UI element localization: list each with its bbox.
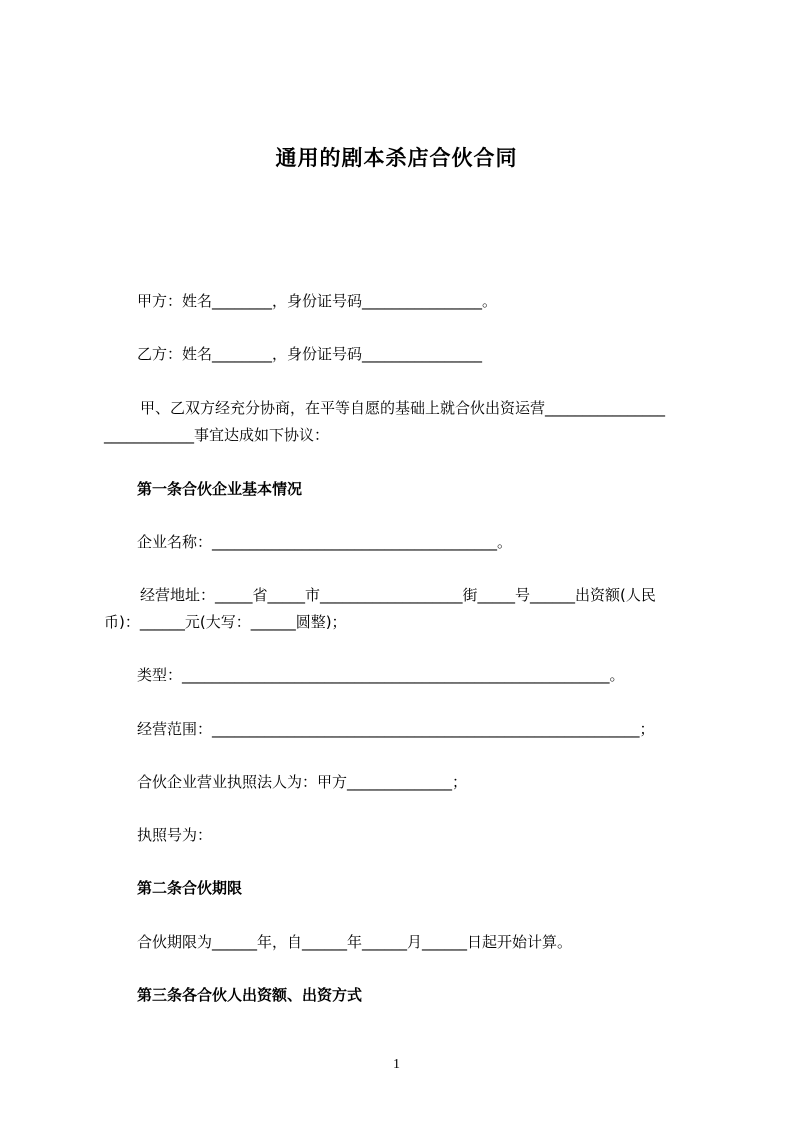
- intro-line-2: ____________事宜达成如下协议：: [104, 426, 330, 444]
- document-title: 通用的剧本杀店合伙合同: [275, 146, 518, 170]
- party-b-line: 乙方：姓名________，身份证号码________________: [137, 345, 483, 363]
- article-2-heading: 第二条合伙期限: [137, 879, 243, 897]
- address-line-2: 币)：______元(大写：______圆整)；: [104, 613, 347, 631]
- business-scope-line: 经营范围：_________________________________________________________；: [137, 720, 655, 738]
- article-3-heading: 第三条各合伙人出资额、出资方式: [137, 986, 363, 1004]
- party-a-line: 甲方：姓名________，身份证号码________________。: [137, 292, 498, 310]
- partnership-term-line: 合伙期限为______年，自______年______月______日起开始计算。: [137, 933, 573, 951]
- license-number-line: 执照号为：: [137, 826, 213, 844]
- page-number: 1: [393, 1057, 400, 1072]
- company-name-line: 企业名称：______________________________________。: [137, 533, 513, 551]
- legal-person-line: 合伙企业营业执照法人为：甲方______________；: [137, 773, 468, 791]
- type-line: 类型：_________________________________________________________。: [137, 666, 625, 684]
- address-line-1: 经营地址：_____省_____市___________________街_____号______出资额(人民: [140, 586, 656, 604]
- intro-line-1: 甲、乙双方经充分协商，在平等自愿的基础上就合伙出资运营________________: [140, 399, 666, 417]
- article-1-heading: 第一条合伙企业基本情况: [137, 480, 303, 498]
